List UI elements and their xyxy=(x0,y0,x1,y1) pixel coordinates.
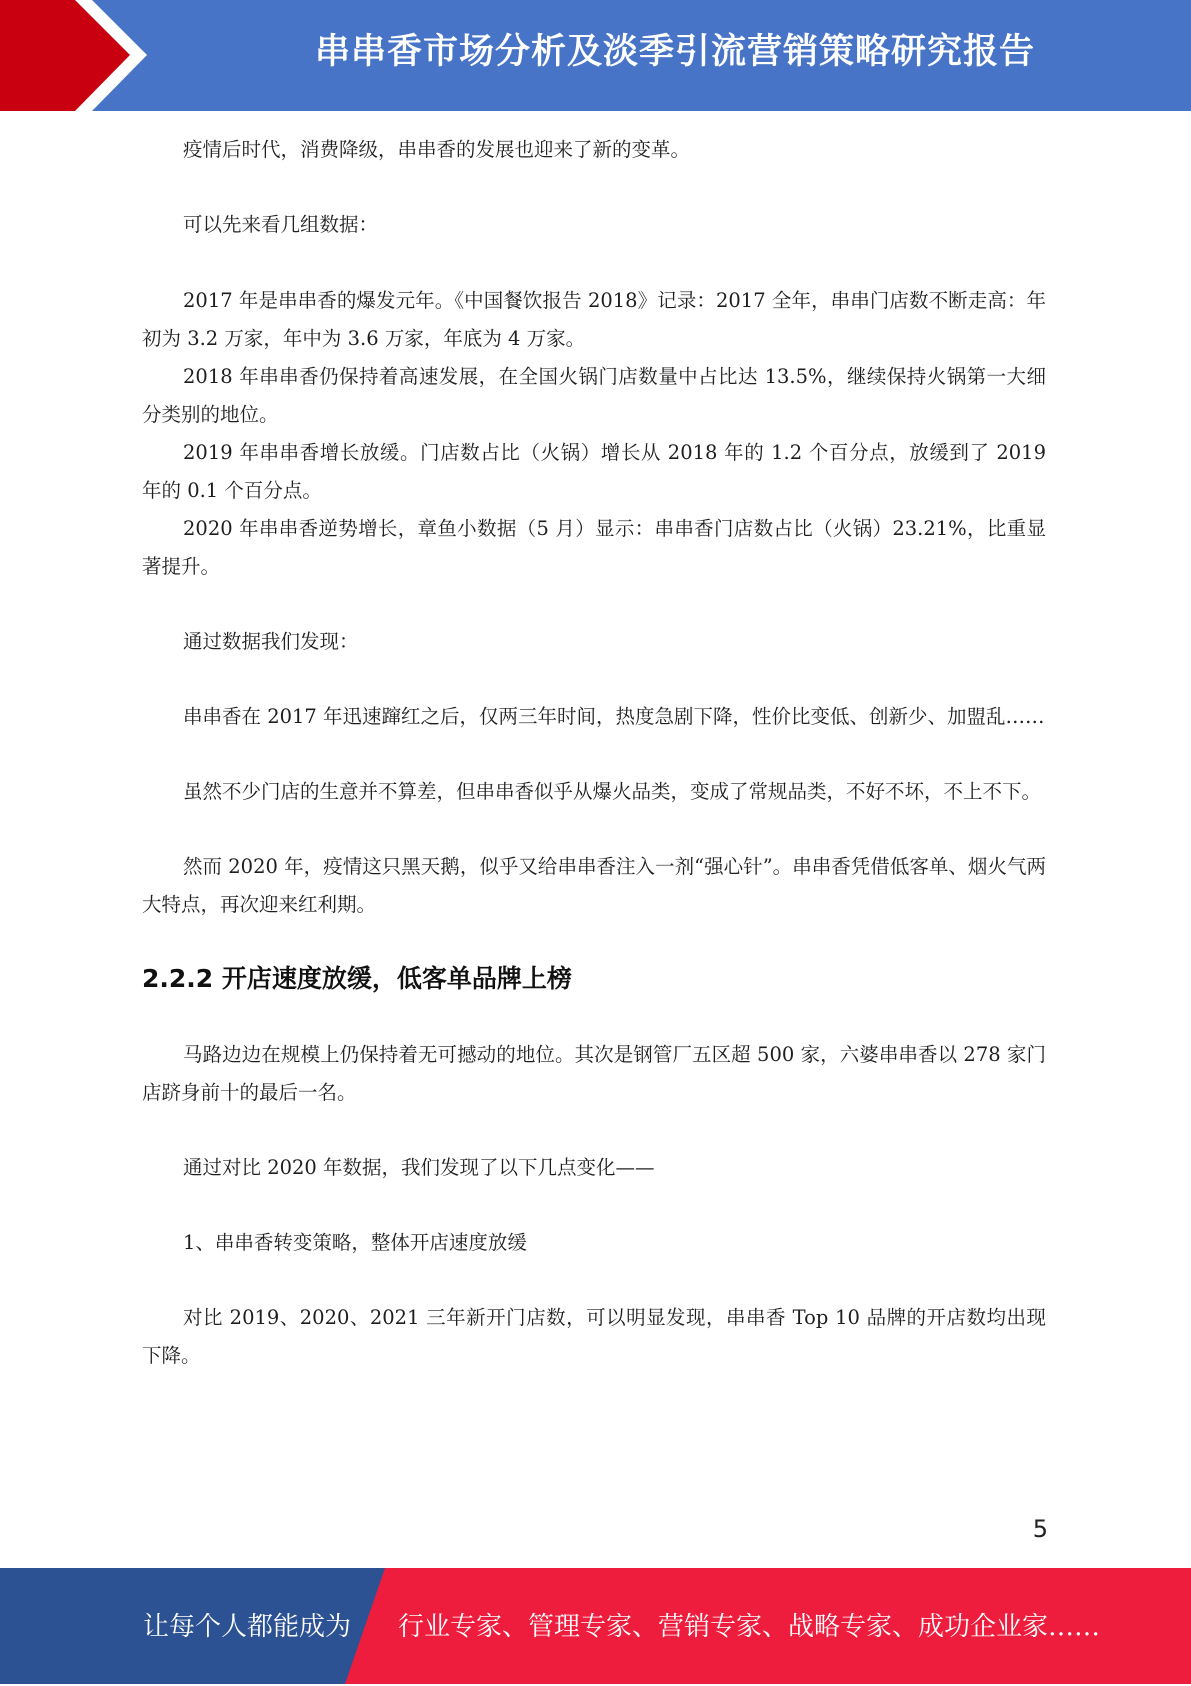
paragraph: 2020 年串串香逆势增长，章鱼小数据（5 月）显示：串串香门店数占比（火锅）23.21%，比重显著提升。 xyxy=(142,517,1046,578)
paragraph: 1、串串香转变策略，整体开店速度放缓 xyxy=(183,1231,527,1254)
header-arrow-decoration xyxy=(0,0,150,111)
paragraph: 可以先来看几组数据： xyxy=(183,213,379,236)
paragraph: 疫情后时代，消费降级，串串香的发展也迎来了新的变革。 xyxy=(183,138,691,161)
page-number: 5 xyxy=(1032,1515,1048,1543)
paragraph: 马路边边在规模上仍保持着无可撼动的地位。其次是钢管厂五区超 500 家，六婆串串香以 278 家门店跻身前十的最后一名。 xyxy=(142,1043,1046,1104)
paragraph: 对比 2019、2020、2021 三年新开门店数，可以明显发现，串串香 Top 10 品牌的开店数均出现下降。 xyxy=(142,1306,1046,1367)
paragraph: 虽然不少门店的生意并不算差，但串串香似乎从爆火品类，变成了常规品类，不好不坏，不上不下。 xyxy=(183,780,1042,803)
paragraph: 2019 年串串香增长放缓。门店数占比（火锅）增长从 2018 年的 1.2 个百分点，放缓到了 2019 年的 0.1 个百分点。 xyxy=(142,441,1046,502)
paragraph: 2017 年是串串香的爆发元年。《中国餐饮报告 2018》记录：2017 全年，串串门店数不断走高：年初为 3.2 万家，年中为 3.6 万家，年底为 4 万家。 xyxy=(142,289,1046,350)
paragraph: 串串香在 2017 年迅速蹿红之后，仅两三年时间，热度急剧下降，性价比变低、创新少、加盟乱…… xyxy=(183,705,1045,728)
document-body xyxy=(142,131,1046,1375)
page-header xyxy=(0,0,1191,111)
section-heading: 2.2.2 开店速度放缓，低客单品牌上榜 xyxy=(142,964,572,993)
paragraph: 然而 2020 年，疫情这只黑天鹅，似乎又给串串香注入一剂“强心针”。串串香凭借低客单、烟火气两大特点，再次迎来红利期。 xyxy=(142,855,1046,916)
document-title: 串串香市场分析及淡季引流营销策略研究报告 xyxy=(314,32,1035,72)
footer-slogan-left: 让每个人都能成为 xyxy=(143,1612,352,1642)
page-footer xyxy=(0,1568,1191,1684)
paragraph: 2018 年串串香仍保持着高速发展，在全国火锅门店数量中占比达 13.5%，继续保持火锅第一大细分类别的地位。 xyxy=(142,365,1046,426)
paragraph: 通过数据我们发现： xyxy=(183,630,359,653)
paragraph: 通过对比 2020 年数据，我们发现了以下几点变化—— xyxy=(183,1156,655,1179)
footer-slogan-right: 行业专家、管理专家、营销专家、战略专家、成功企业家…… xyxy=(398,1612,1101,1642)
